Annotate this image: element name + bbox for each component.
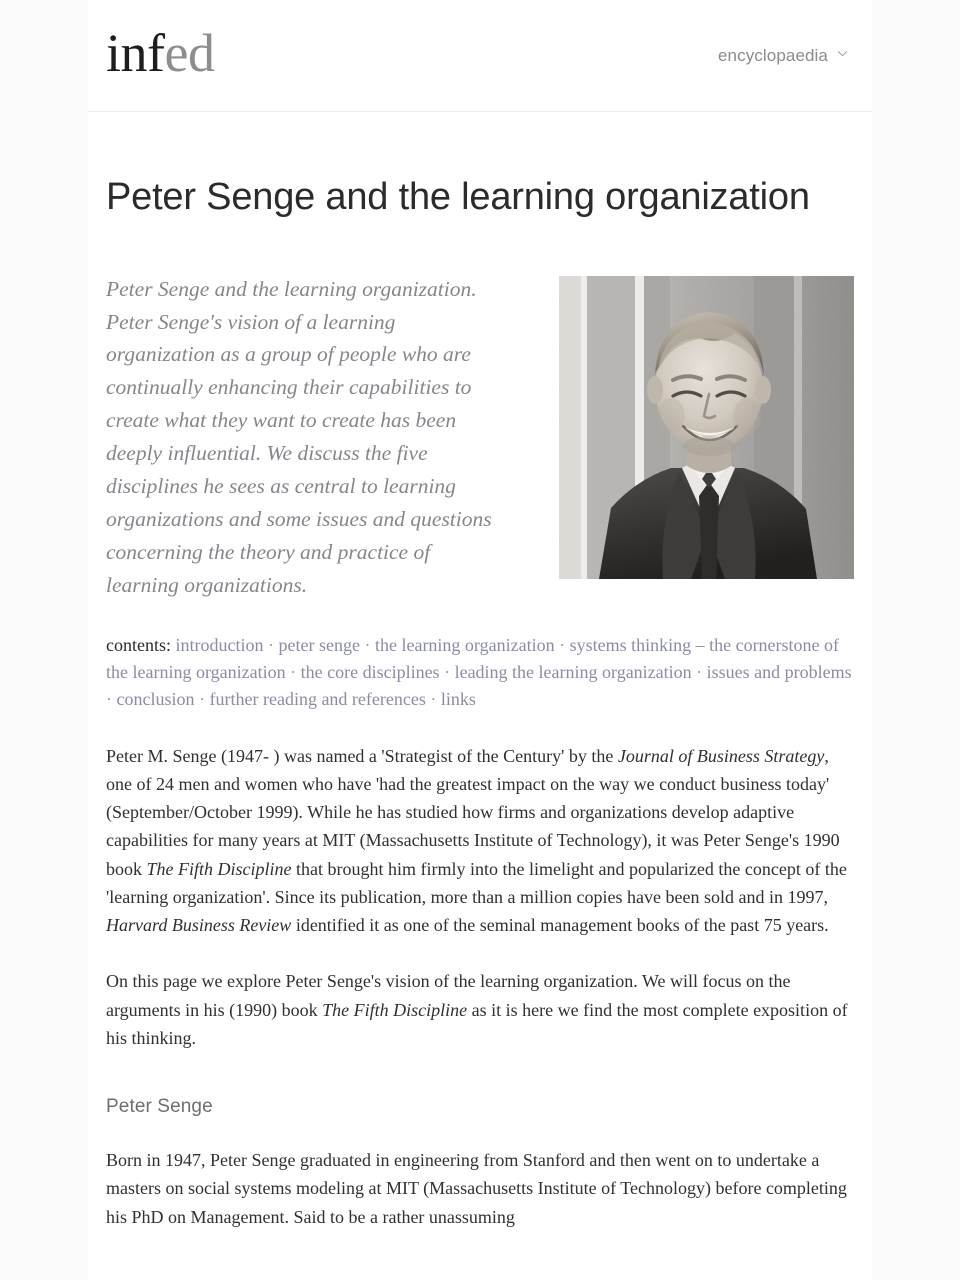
chevron-down-icon xyxy=(837,48,848,59)
contents-separator: · xyxy=(263,634,274,655)
body-paragraph: Peter M. Senge (1947- ) was named a 'Strategist of the Century' by the Journal of Business Strategy, one of 24 men and women who have 'had the greatest impact on the way we conduct business today' (September/October 1999). While he has studied how firms and organizations develop adaptive capabilities for many years at MIT (Massachusetts Institute of Technology), it was Peter Senge's 1990 book The Fifth Discipline that brought him firmly into the limelight and popularized the concept of the 'learning organization'. Since its publication, more than a million copies have been sold and in 1997, Harvard Business Review identified it as one of the seminal management books of the past 75 years. xyxy=(106,745,847,936)
contents-link[interactable]: systems thinking – the cornerstone of the learning organization xyxy=(106,634,840,682)
page-title: Peter Senge and the learning organization xyxy=(106,176,810,218)
contents-list xyxy=(106,632,854,714)
article-body xyxy=(106,742,854,1053)
italic-title: The Fifth Discipline xyxy=(322,999,468,1020)
logo-text-dark: inf xyxy=(106,22,165,83)
contents-separator: · xyxy=(554,634,566,655)
contents-separator: · xyxy=(691,661,703,682)
section-heading-peter-senge: Peter Senge xyxy=(106,1096,213,1118)
contents-separator: · xyxy=(194,689,205,710)
contents-separator: · xyxy=(285,661,297,682)
site-header xyxy=(88,0,872,112)
body-paragraph: Born in 1947, Peter Senge graduated in engineering from Stanford and then went on to undertake a masters on social systems modeling at MIT (Massachusetts Institute of Technology) before completing his PhD on Management. Said to be a rather unassuming xyxy=(106,1150,847,1227)
contents-separator: · xyxy=(425,689,437,710)
italic-title: The Fifth Discipline xyxy=(146,858,292,879)
body-paragraph: On this page we explore Peter Senge's vision of the learning organization. We will focus on the arguments in his (1990) book The Fifth Discipline as it is here we find the most complete exposition of his thinking. xyxy=(106,971,848,1048)
contents-link[interactable]: conclusion xyxy=(116,689,195,710)
contents-link[interactable]: the learning organization xyxy=(374,634,555,655)
logo-text-light: ed xyxy=(164,22,215,83)
site-logo[interactable] xyxy=(106,22,215,86)
contents-separator: · xyxy=(359,634,371,655)
contents-link[interactable]: links xyxy=(440,689,476,710)
nav-item-label: encyclopaedia xyxy=(718,45,828,65)
contents-label: contents: xyxy=(106,634,171,655)
contents-link[interactable]: introduction xyxy=(175,634,264,655)
italic-title: Harvard Business Review xyxy=(106,915,292,936)
contents-link[interactable]: further reading and references xyxy=(209,689,426,710)
italic-title: Journal of Business Strategy xyxy=(617,745,825,766)
nav-item-encyclopaedia[interactable] xyxy=(718,46,848,66)
primary-nav xyxy=(718,46,854,66)
section-body xyxy=(106,1146,854,1231)
contents-separator: · xyxy=(106,689,112,710)
contents-link[interactable]: leading the learning organization xyxy=(454,661,692,682)
portrait-photo xyxy=(559,276,854,579)
contents-separator: · xyxy=(439,661,451,682)
contents-link[interactable]: peter senge xyxy=(278,634,360,655)
article-intro: Peter Senge and the learning organization. Peter Senge's vision of a learning organization as a group of people who are continually enhancing their capabilities to create what they want to create has been deeply influential. We discuss the five disciplines he sees as central to learning organizations and some issues and questions concerning the theory and practice of learning organizations. xyxy=(106,276,492,597)
contents-link[interactable]: issues and problems xyxy=(706,661,852,682)
contents-link[interactable]: the core disciplines xyxy=(300,661,440,682)
article xyxy=(88,112,872,1231)
intro-block xyxy=(106,273,854,602)
contents-links-container xyxy=(106,635,852,710)
content-container xyxy=(88,0,872,1280)
